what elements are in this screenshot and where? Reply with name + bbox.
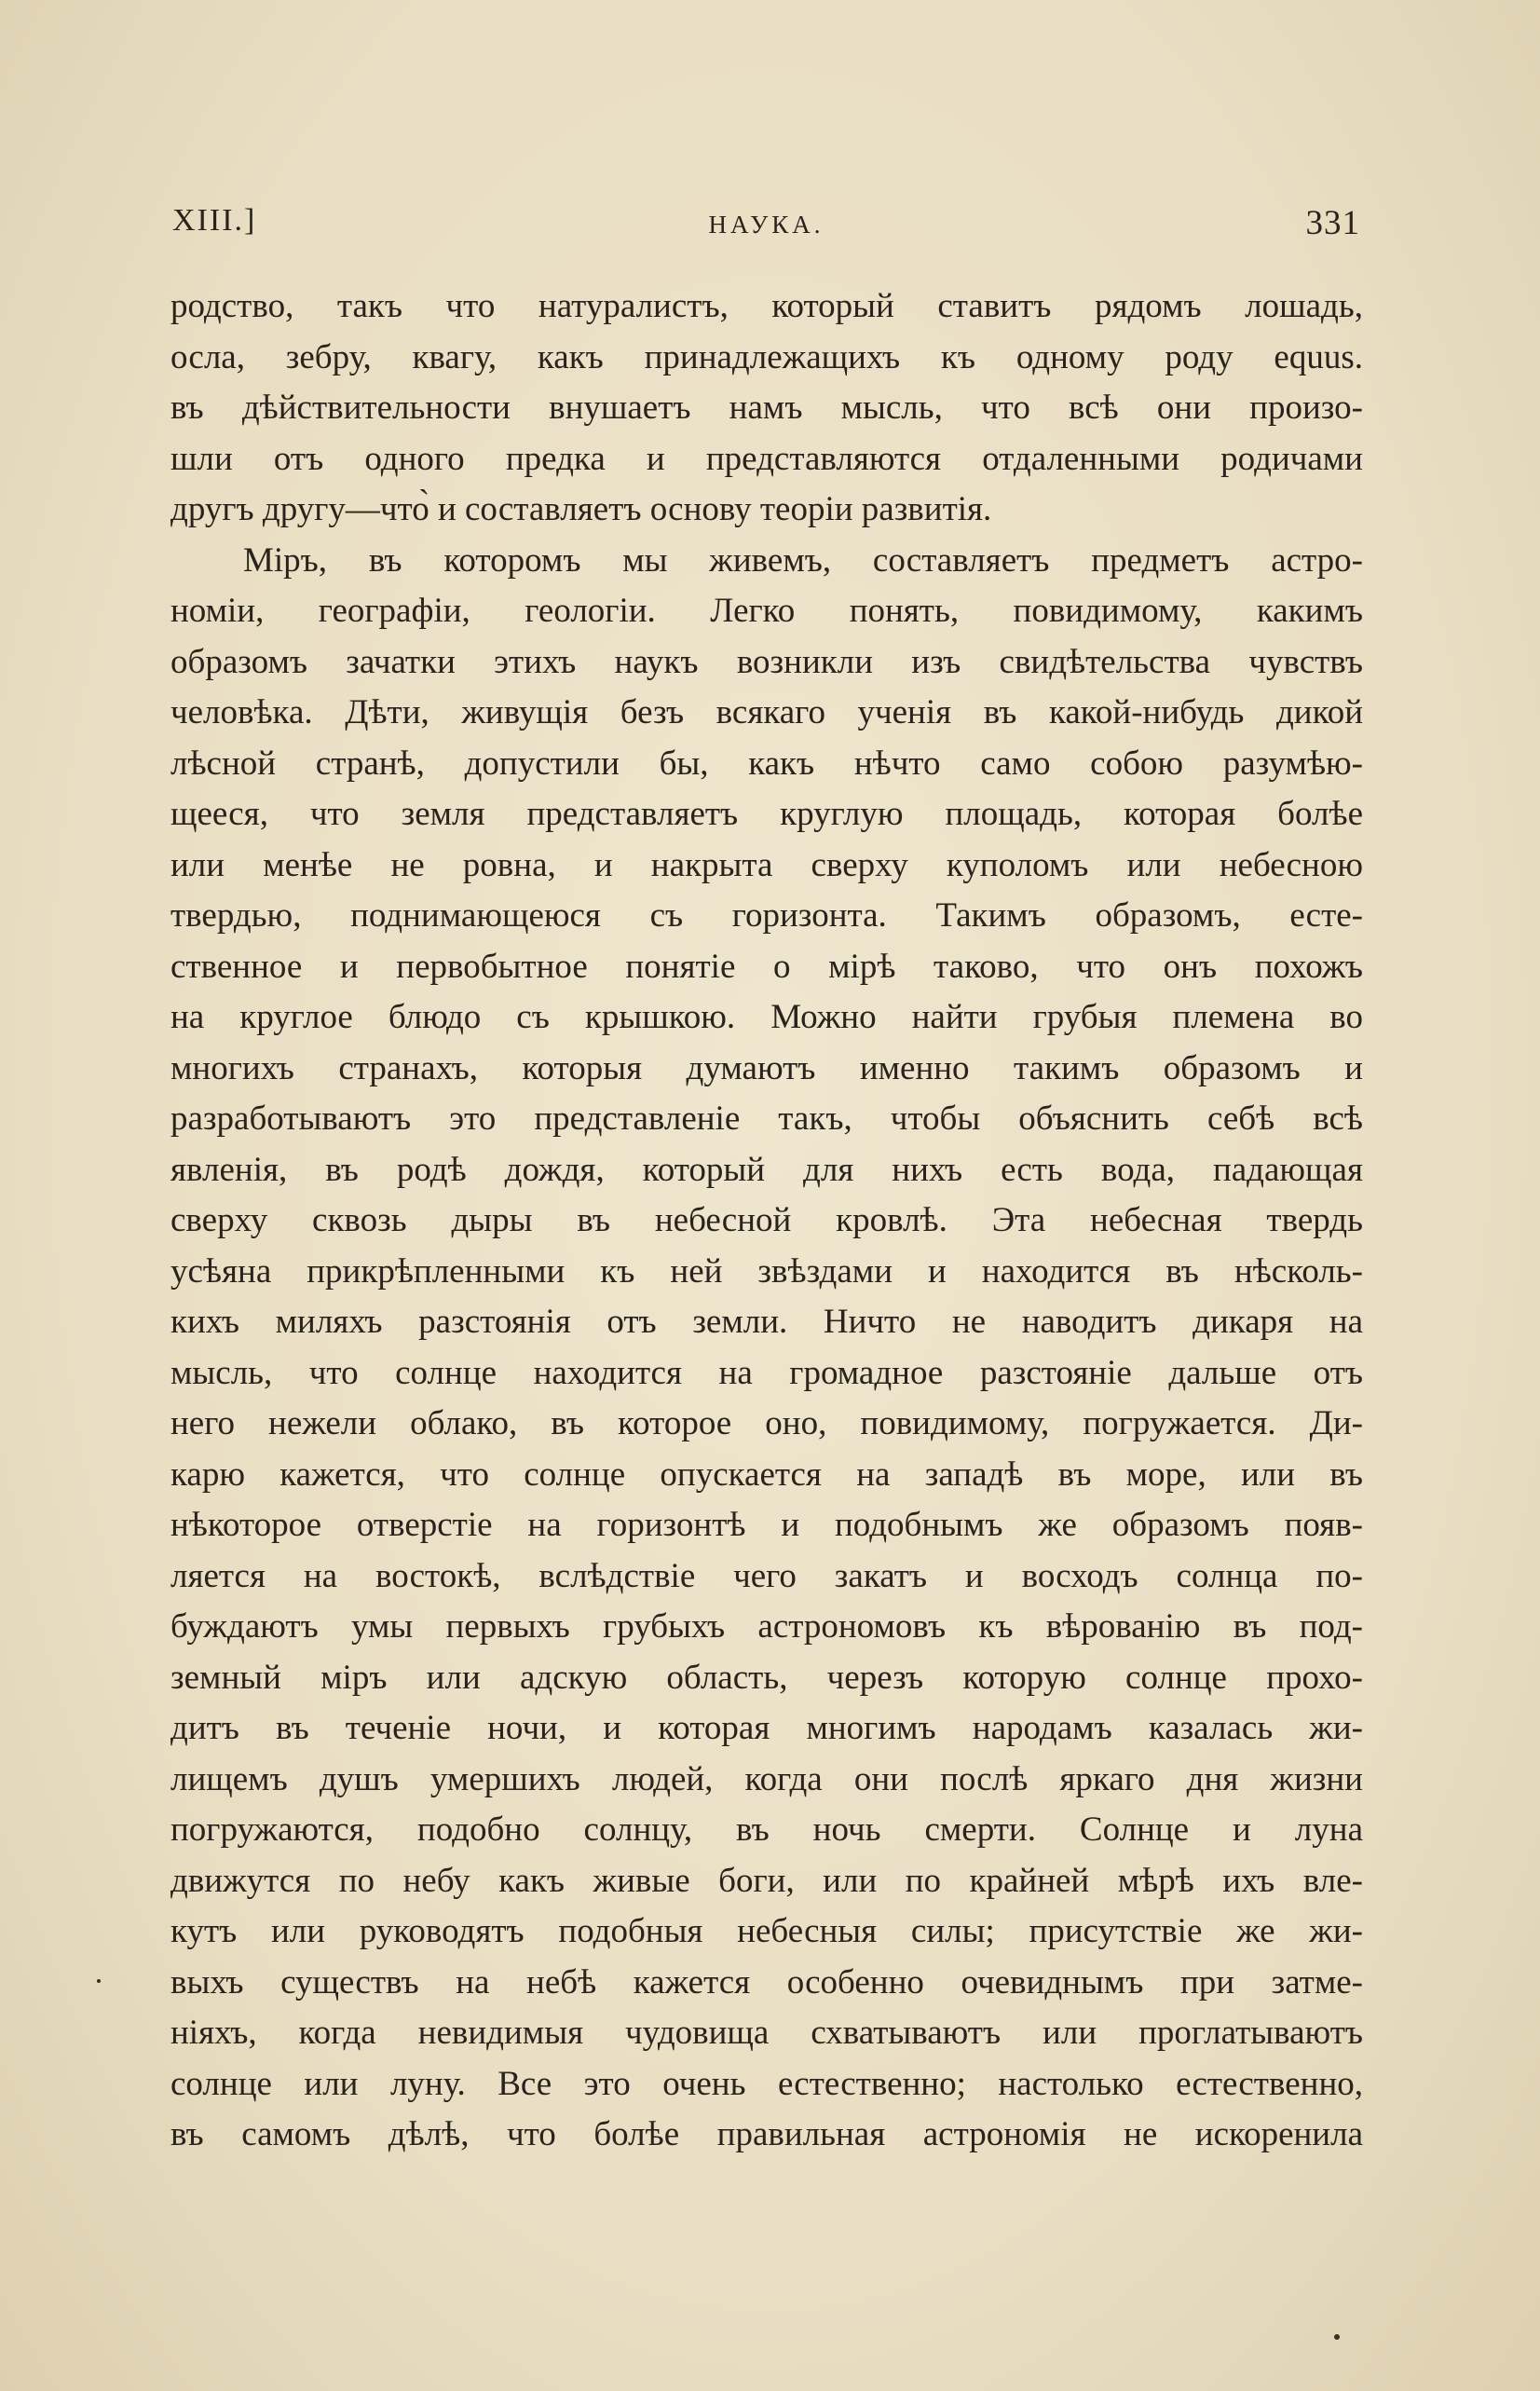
text-line: лѣсной странѣ, допустили бы, какъ нѣчто само собою разумѣю- bbox=[170, 744, 1363, 783]
page-number: 331 bbox=[1305, 204, 1360, 242]
text-line: разработываютъ это представленіе такъ, чтобы объяснить себѣ всѣ bbox=[170, 1100, 1363, 1138]
text-line: щееся, что земля представляетъ круглую площадь, которая болѣе bbox=[170, 795, 1363, 833]
text-line: на круглое блюдо съ крышкою. Можно найти грубыя племена во bbox=[170, 998, 1363, 1036]
text-line: явленія, въ родѣ дождя, который для нихъ есть вода, падающая bbox=[170, 1150, 1363, 1189]
text-line: погружаются, подобно солнцу, въ ночь смерти. Солнце и луна bbox=[170, 1810, 1363, 1849]
text-line: образомъ зачатки этихъ наукъ возникли изъ свидѣтельства чувствъ bbox=[170, 642, 1363, 681]
text-line: другъ другу—что̀ и составляетъ основу теоріи развитія. bbox=[170, 490, 992, 528]
text-line: или менѣе не ровна, и накрыта сверху куполомъ или небесною bbox=[170, 845, 1363, 884]
text-line: человѣка. Дѣти, живущія безъ всякаго ученія въ какой-нибудь дикой bbox=[170, 693, 1363, 731]
text-line: лищемъ душъ умершихъ людей, когда они послѣ яркаго дня жизни bbox=[170, 1759, 1363, 1798]
text-line: номіи, географіи, геологіи. Легко понять, повидимому, какимъ bbox=[170, 592, 1363, 630]
chapter-number: XIII.] bbox=[172, 203, 257, 238]
ink-speck bbox=[1334, 2334, 1340, 2340]
text-line: осла, зебру, квагу, какъ принадлежащихъ къ одному роду equus. bbox=[170, 337, 1363, 376]
text-line: солнце или луну. Все это очень естественно; настолько естественно, bbox=[170, 2064, 1363, 2103]
running-header bbox=[172, 203, 1360, 250]
text-line: твердью, поднимающеюся съ горизонта. Такимъ образомъ, есте- bbox=[170, 896, 1363, 935]
text-line: многихъ странахъ, которыя думаютъ именно такимъ образомъ и bbox=[170, 1048, 1363, 1087]
text-line: нѣкоторое отверстіе на горизонтѣ и подобнымъ же образомъ появ- bbox=[170, 1506, 1363, 1544]
text-line: дитъ въ теченіе ночи, и которая многимъ народамъ казалась жи- bbox=[170, 1709, 1363, 1747]
body-text bbox=[170, 281, 1363, 2161]
text-line: Міръ, въ которомъ мы живемъ, составляетъ предметъ астро- bbox=[243, 540, 1363, 580]
text-line: усѣяна прикрѣпленными къ ней звѣздами и находится въ нѣсколь- bbox=[170, 1251, 1363, 1291]
text-line: въ самомъ дѣлѣ, что болѣе правильная астрономія не искоренила bbox=[170, 2115, 1363, 2153]
text-line: движутся по небу какъ живые боги, или по крайней мѣрѣ ихъ вле- bbox=[170, 1861, 1363, 1900]
text-line: кихъ миляхъ разстоянія отъ земли. Ничто не наводитъ дикаря на bbox=[170, 1303, 1363, 1341]
text-line: мысль, что солнце находится на громадное разстояніе дальше отъ bbox=[170, 1353, 1363, 1392]
text-line: шли отъ одного предка и представляются отдаленными родичами bbox=[170, 439, 1363, 478]
text-line: ственное и первобытное понятіе о мірѣ таково, что онъ похожъ bbox=[170, 947, 1363, 986]
text-line: буждаютъ умы первыхъ грубыхъ астрономовъ къ вѣрованію въ под- bbox=[170, 1607, 1363, 1646]
text-line: ляется на востокѣ, вслѣдствіе чего закатъ и восходъ солнца по- bbox=[170, 1556, 1363, 1595]
running-title: НАУКА. bbox=[708, 211, 825, 239]
text-line: кутъ или руководятъ подобныя небесныя силы; присутствіе же жи- bbox=[170, 1912, 1363, 1950]
text-line: карю кажется, что солнце опускается на западѣ въ море, или въ bbox=[170, 1455, 1363, 1494]
text-line: ніяхъ, когда невидимыя чудовища схватываютъ или проглатываютъ bbox=[170, 2014, 1363, 2052]
text-line: него нежели облако, въ которое оно, повидимому, погружается. Ди- bbox=[170, 1404, 1363, 1442]
text-line: родство, такъ что натуралистъ, который ставитъ рядомъ лошадь, bbox=[170, 287, 1363, 325]
text-line: въ дѣйствительности внушаетъ намъ мысль, что всѣ они произо- bbox=[170, 389, 1363, 427]
text-line: земный міръ или адскую область, черезъ которую солнце прохо- bbox=[170, 1658, 1363, 1697]
ink-speck bbox=[97, 1979, 101, 1983]
text-line: сверху сквозь дыры въ небесной кровлѣ. Эта небесная твердь bbox=[170, 1201, 1363, 1239]
text-line: выхъ существъ на небѣ кажется особенно очевиднымъ при затме- bbox=[170, 1962, 1363, 2002]
